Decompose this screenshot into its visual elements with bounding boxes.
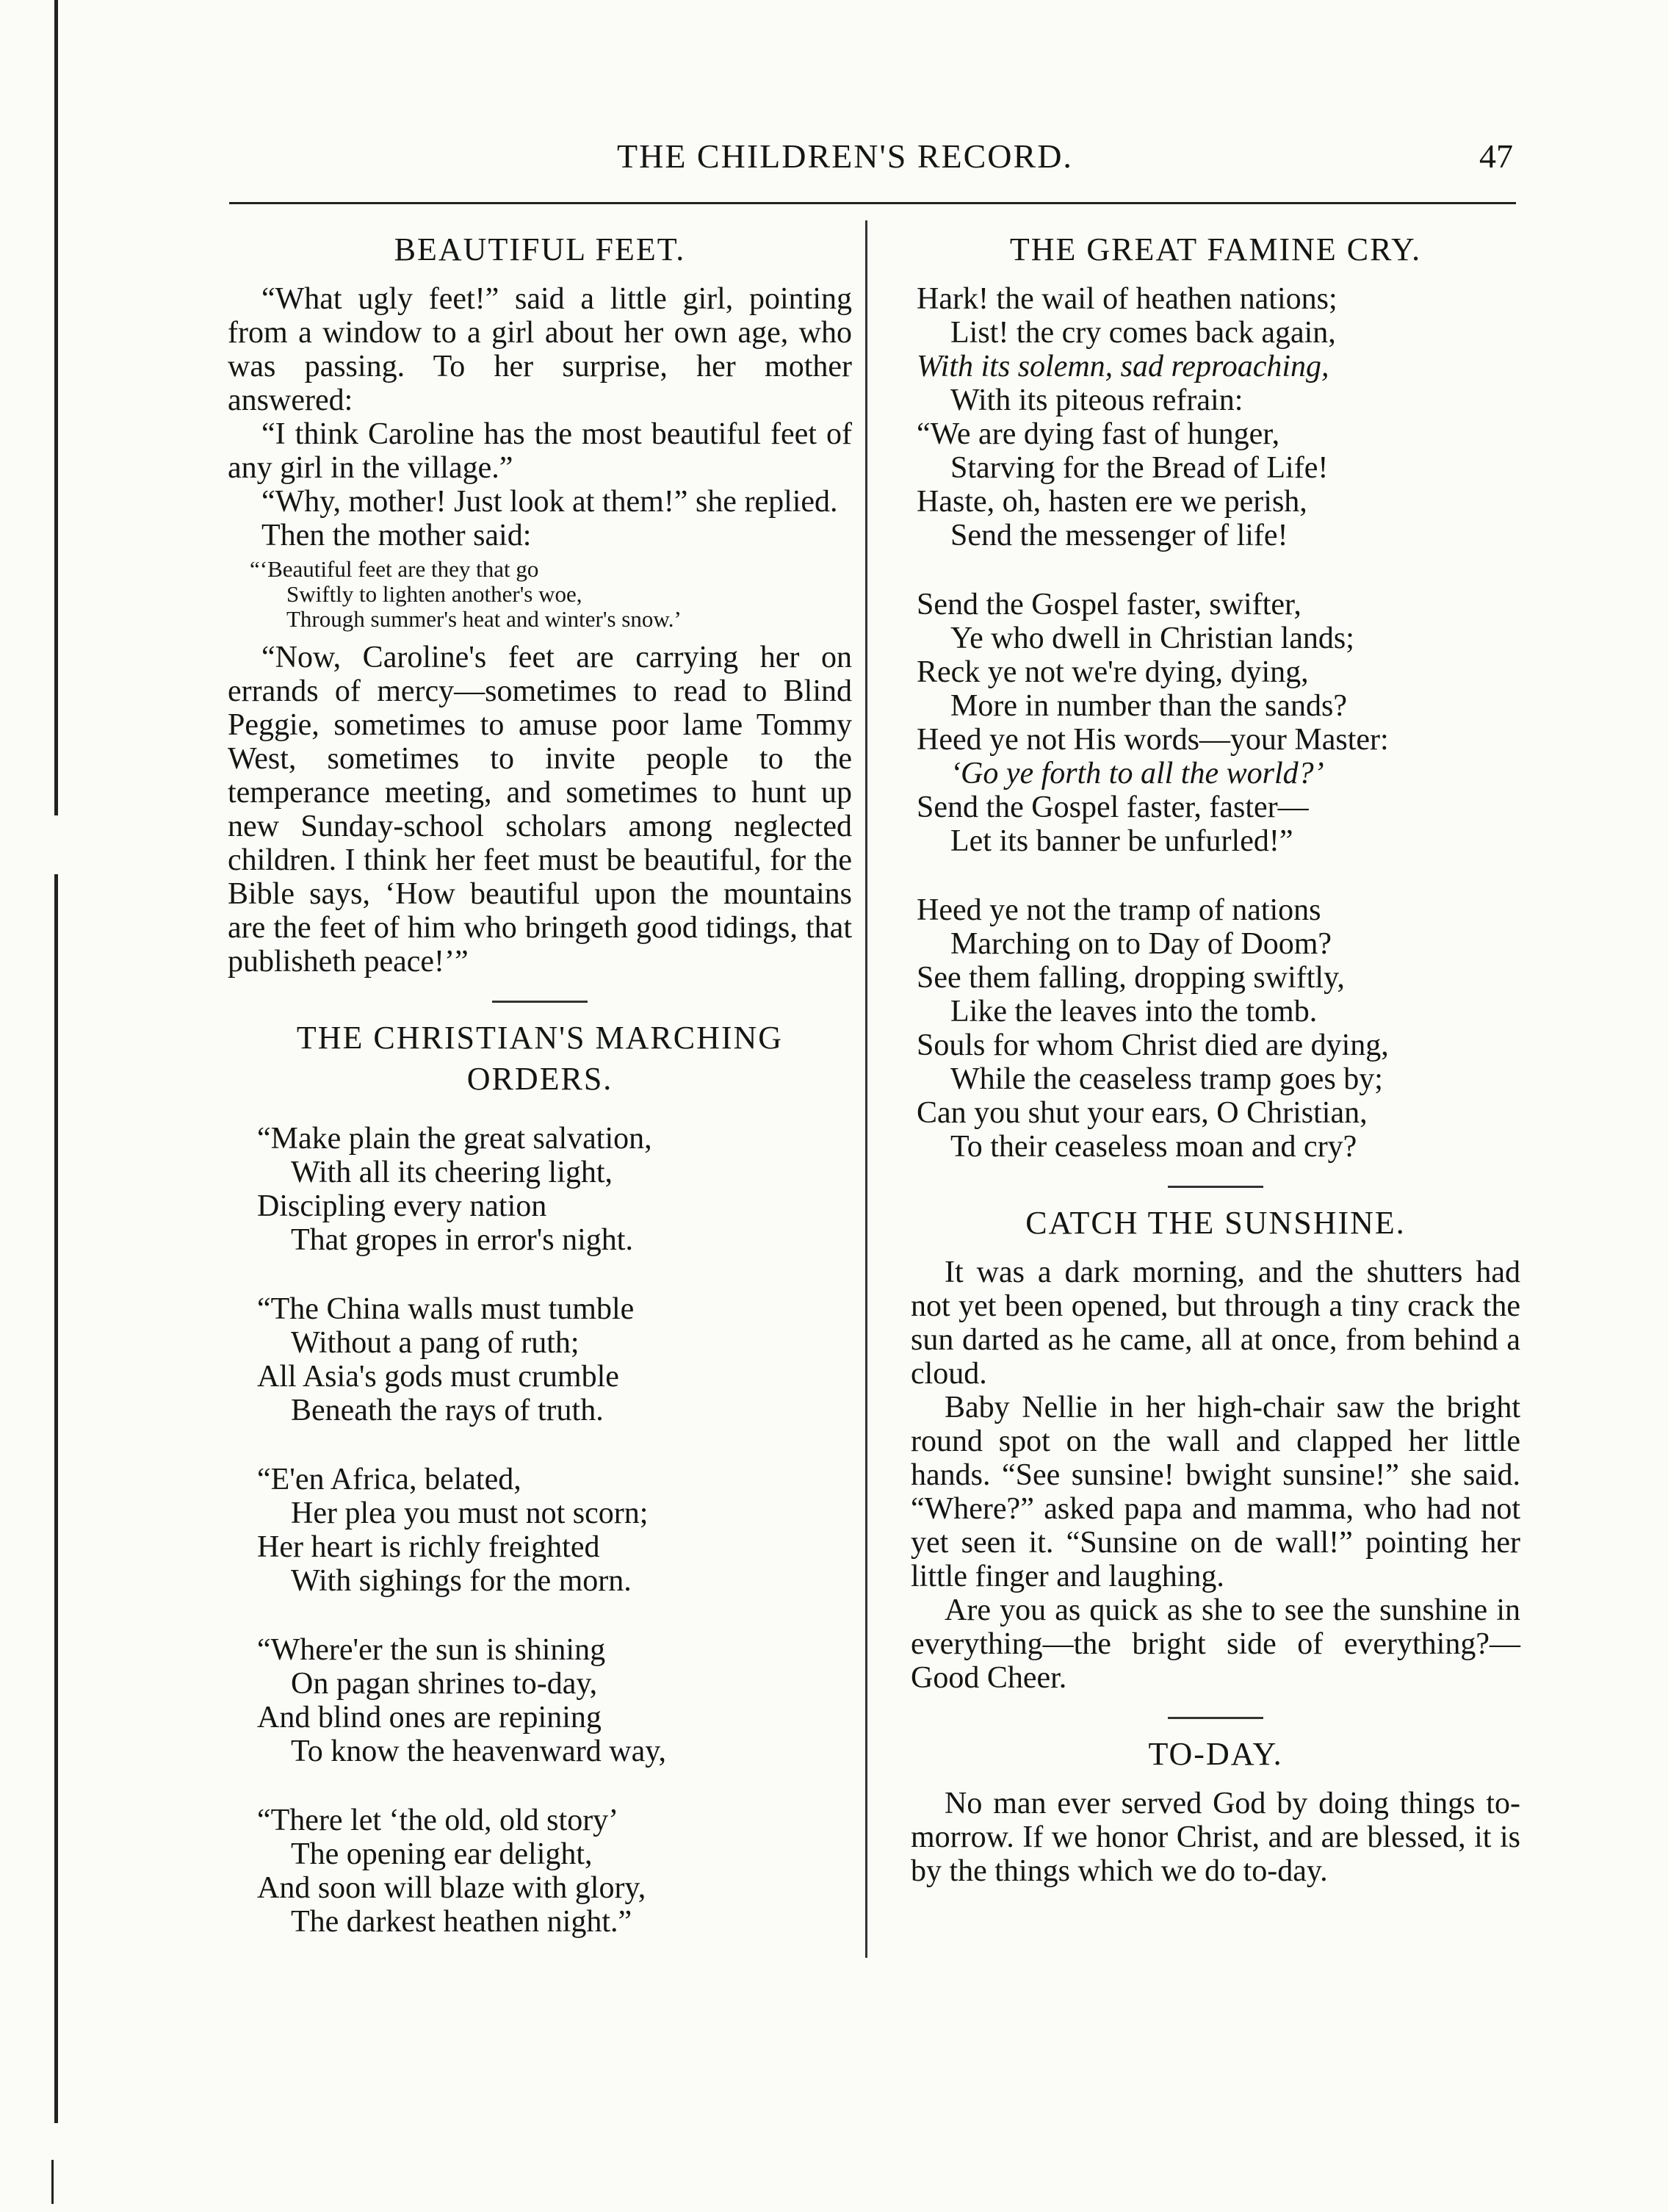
verse-line: “We are dying fast of hunger,	[917, 417, 1280, 451]
stanza	[911, 282, 1520, 552]
verse-line: Haste, oh, hasten ere we perish,	[917, 485, 1307, 519]
verse-line: Without a pang of ruth;	[291, 1326, 580, 1360]
page-header	[220, 137, 1513, 181]
binding-edge	[51, 2160, 54, 2204]
article-marching-orders	[228, 1017, 852, 1939]
verse-line: Send the messenger of life!	[950, 519, 1288, 552]
verse-line: Can you shut your ears, O Christian,	[917, 1096, 1368, 1130]
verse-line: “The China walls must tumble	[257, 1292, 635, 1326]
verse-line: “Where'er the sun is shining	[257, 1633, 606, 1667]
verse-line: “‘Beautiful feet are they that go	[250, 556, 539, 582]
article-famine-cry	[911, 229, 1520, 1164]
verse-line: While the ceaseless tramp goes by;	[950, 1062, 1383, 1096]
verse-line: With its piteous refrain:	[950, 383, 1243, 417]
verse-line: Discipling every nation	[257, 1189, 547, 1223]
verse-line: And soon will blaze with glory,	[257, 1871, 646, 1905]
verse-line: With its solemn, sad reproaching,	[917, 350, 1329, 383]
verse-line: Marching on to Day of Doom?	[950, 927, 1332, 961]
paragraph: Then the mother said:	[261, 519, 532, 552]
paragraph: “What ugly feet!” said a little girl, pointing from a window to a girl about her own age, who was passing. To her surprise, her mother answered:	[228, 282, 852, 417]
verse-line: Her plea you must not scorn;	[291, 1496, 649, 1530]
verse-line: That gropes in error's night.	[291, 1223, 633, 1257]
verse-line: The darkest heathen night.”	[291, 1905, 632, 1939]
running-title: THE CHILDREN'S RECORD.	[617, 137, 1073, 175]
binding-edge	[54, 874, 58, 2123]
right-column	[911, 220, 1520, 1910]
verse-line: Her heart is richly freighted	[257, 1530, 600, 1564]
section-rule	[1168, 1186, 1263, 1188]
article-title: CATCH THE SUNSHINE.	[1025, 1205, 1406, 1241]
page-number: 47	[1479, 137, 1513, 175]
article-title: THE GREAT FAMINE CRY.	[1009, 231, 1422, 267]
verse-line: With sighings for the morn.	[291, 1564, 632, 1598]
verse-line: List! the cry comes back again,	[950, 316, 1336, 350]
stanza	[228, 1463, 852, 1598]
column-divider	[865, 220, 867, 1958]
title-line: THE CHRISTIAN'S MARCHING	[296, 1020, 784, 1056]
article-catch-the-sunshine	[911, 1203, 1520, 1695]
verse-line: Ye who dwell in Christian lands;	[950, 622, 1354, 655]
verse-line: More in number than the sands?	[950, 689, 1348, 723]
paragraph: No man ever served God by doing things to-morrow. If we honor Christ, and are blessed, it is by the things which we do to-day.	[911, 1787, 1520, 1888]
verse-line: On pagan shrines to-day,	[291, 1667, 598, 1701]
section-rule	[1168, 1717, 1263, 1719]
section-rule	[492, 1001, 588, 1003]
verse-line: Hark! the wail of heathen nations;	[917, 282, 1337, 316]
quoted-verse	[250, 557, 852, 632]
verse-line: Reck ye not we're dying, dying,	[917, 655, 1309, 689]
verse-line: Beneath the rays of truth.	[291, 1394, 604, 1427]
article-beautiful-feet	[228, 229, 852, 979]
paragraph: Baby Nellie in her high-chair saw the bright round spot on the wall and clapped her little hands. “See sunsine! bwight sunsine!” she said. “Where?” asked papa and mamma, who had not yet seen it. “Sunsine on de wall!” pointing her little finger and laughing.	[911, 1391, 1520, 1593]
article-title	[228, 1017, 852, 1100]
verse-line: Send the Gospel faster, swifter,	[917, 588, 1301, 622]
verse-line: “E'en Africa, belated,	[257, 1463, 521, 1496]
verse-line: Heed ye not His words—your Master:	[917, 723, 1389, 757]
paragraph: “Now, Caroline's feet are carrying her on errands of mercy—sometimes to read to Blind Peggie, sometimes to amuse poor lame Tommy West, sometimes to invite people to the temperance meeting, and sometimes to hunt up new Sunday-school scholars among neglected children. I think her feet must be beautiful, for the Bible says, ‘How beautiful upon the mountains are the feet of him who bringeth good tidings, that publisheth peace!’”	[228, 641, 852, 979]
title-line: ORDERS.	[466, 1061, 613, 1097]
verse-line: See them falling, dropping swiftly,	[917, 961, 1345, 995]
stanza	[228, 1804, 852, 1939]
verse-line: “There let ‘the old, old story’	[257, 1804, 619, 1837]
verse-line: Let its banner be unfurled!”	[950, 824, 1293, 858]
left-column	[228, 220, 852, 1974]
verse-line: To know the heavenward way,	[291, 1734, 666, 1768]
verse-line: Send the Gospel faster, faster—	[917, 790, 1309, 824]
header-rule	[229, 202, 1516, 204]
paragraph: Are you as quick as she to see the sunshine in everything—the bright side of everything?—Good Cheer.	[911, 1593, 1520, 1695]
stanza	[228, 1633, 852, 1768]
verse-line: Starving for the Bread of Life!	[950, 451, 1329, 485]
paragraph: “I think Caroline has the most beautiful feet of any girl in the village.”	[228, 417, 852, 485]
verse-line: Souls for whom Christ died are dying,	[917, 1028, 1389, 1062]
verse-line: Heed ye not the tramp of nations	[917, 893, 1321, 927]
stanza	[228, 1122, 852, 1257]
verse-line: With all its cheering light,	[291, 1156, 613, 1189]
stanza	[228, 1292, 852, 1427]
verse-line: Through summer's heat and winter's snow.’	[286, 606, 682, 632]
verse-line: The opening ear delight,	[291, 1837, 593, 1871]
verse-line: ‘Go ye forth to all the world?’	[950, 757, 1324, 790]
paragraph: It was a dark morning, and the shutters had not yet been opened, but through a tiny crack the sun darted as he came, all at once, from behind a cloud.	[911, 1255, 1520, 1391]
paragraph: “Why, mother! Just look at them!” she replied.	[261, 485, 838, 519]
stanza	[911, 893, 1520, 1164]
binding-edge	[54, 0, 58, 815]
stanza	[911, 588, 1520, 858]
article-title: BEAUTIFUL FEET.	[394, 231, 686, 267]
verse-line: “Make plain the great salvation,	[257, 1122, 652, 1156]
verse-line: To their ceaseless moan and cry?	[950, 1130, 1357, 1164]
verse-line: And blind ones are repining	[257, 1701, 602, 1734]
verse-line: Like the leaves into the tomb.	[950, 995, 1318, 1028]
article-title: TO-DAY.	[1148, 1736, 1283, 1772]
article-to-day	[911, 1734, 1520, 1888]
verse-line: All Asia's gods must crumble	[257, 1360, 619, 1394]
verse-line: Swiftly to lighten another's woe,	[286, 581, 582, 607]
